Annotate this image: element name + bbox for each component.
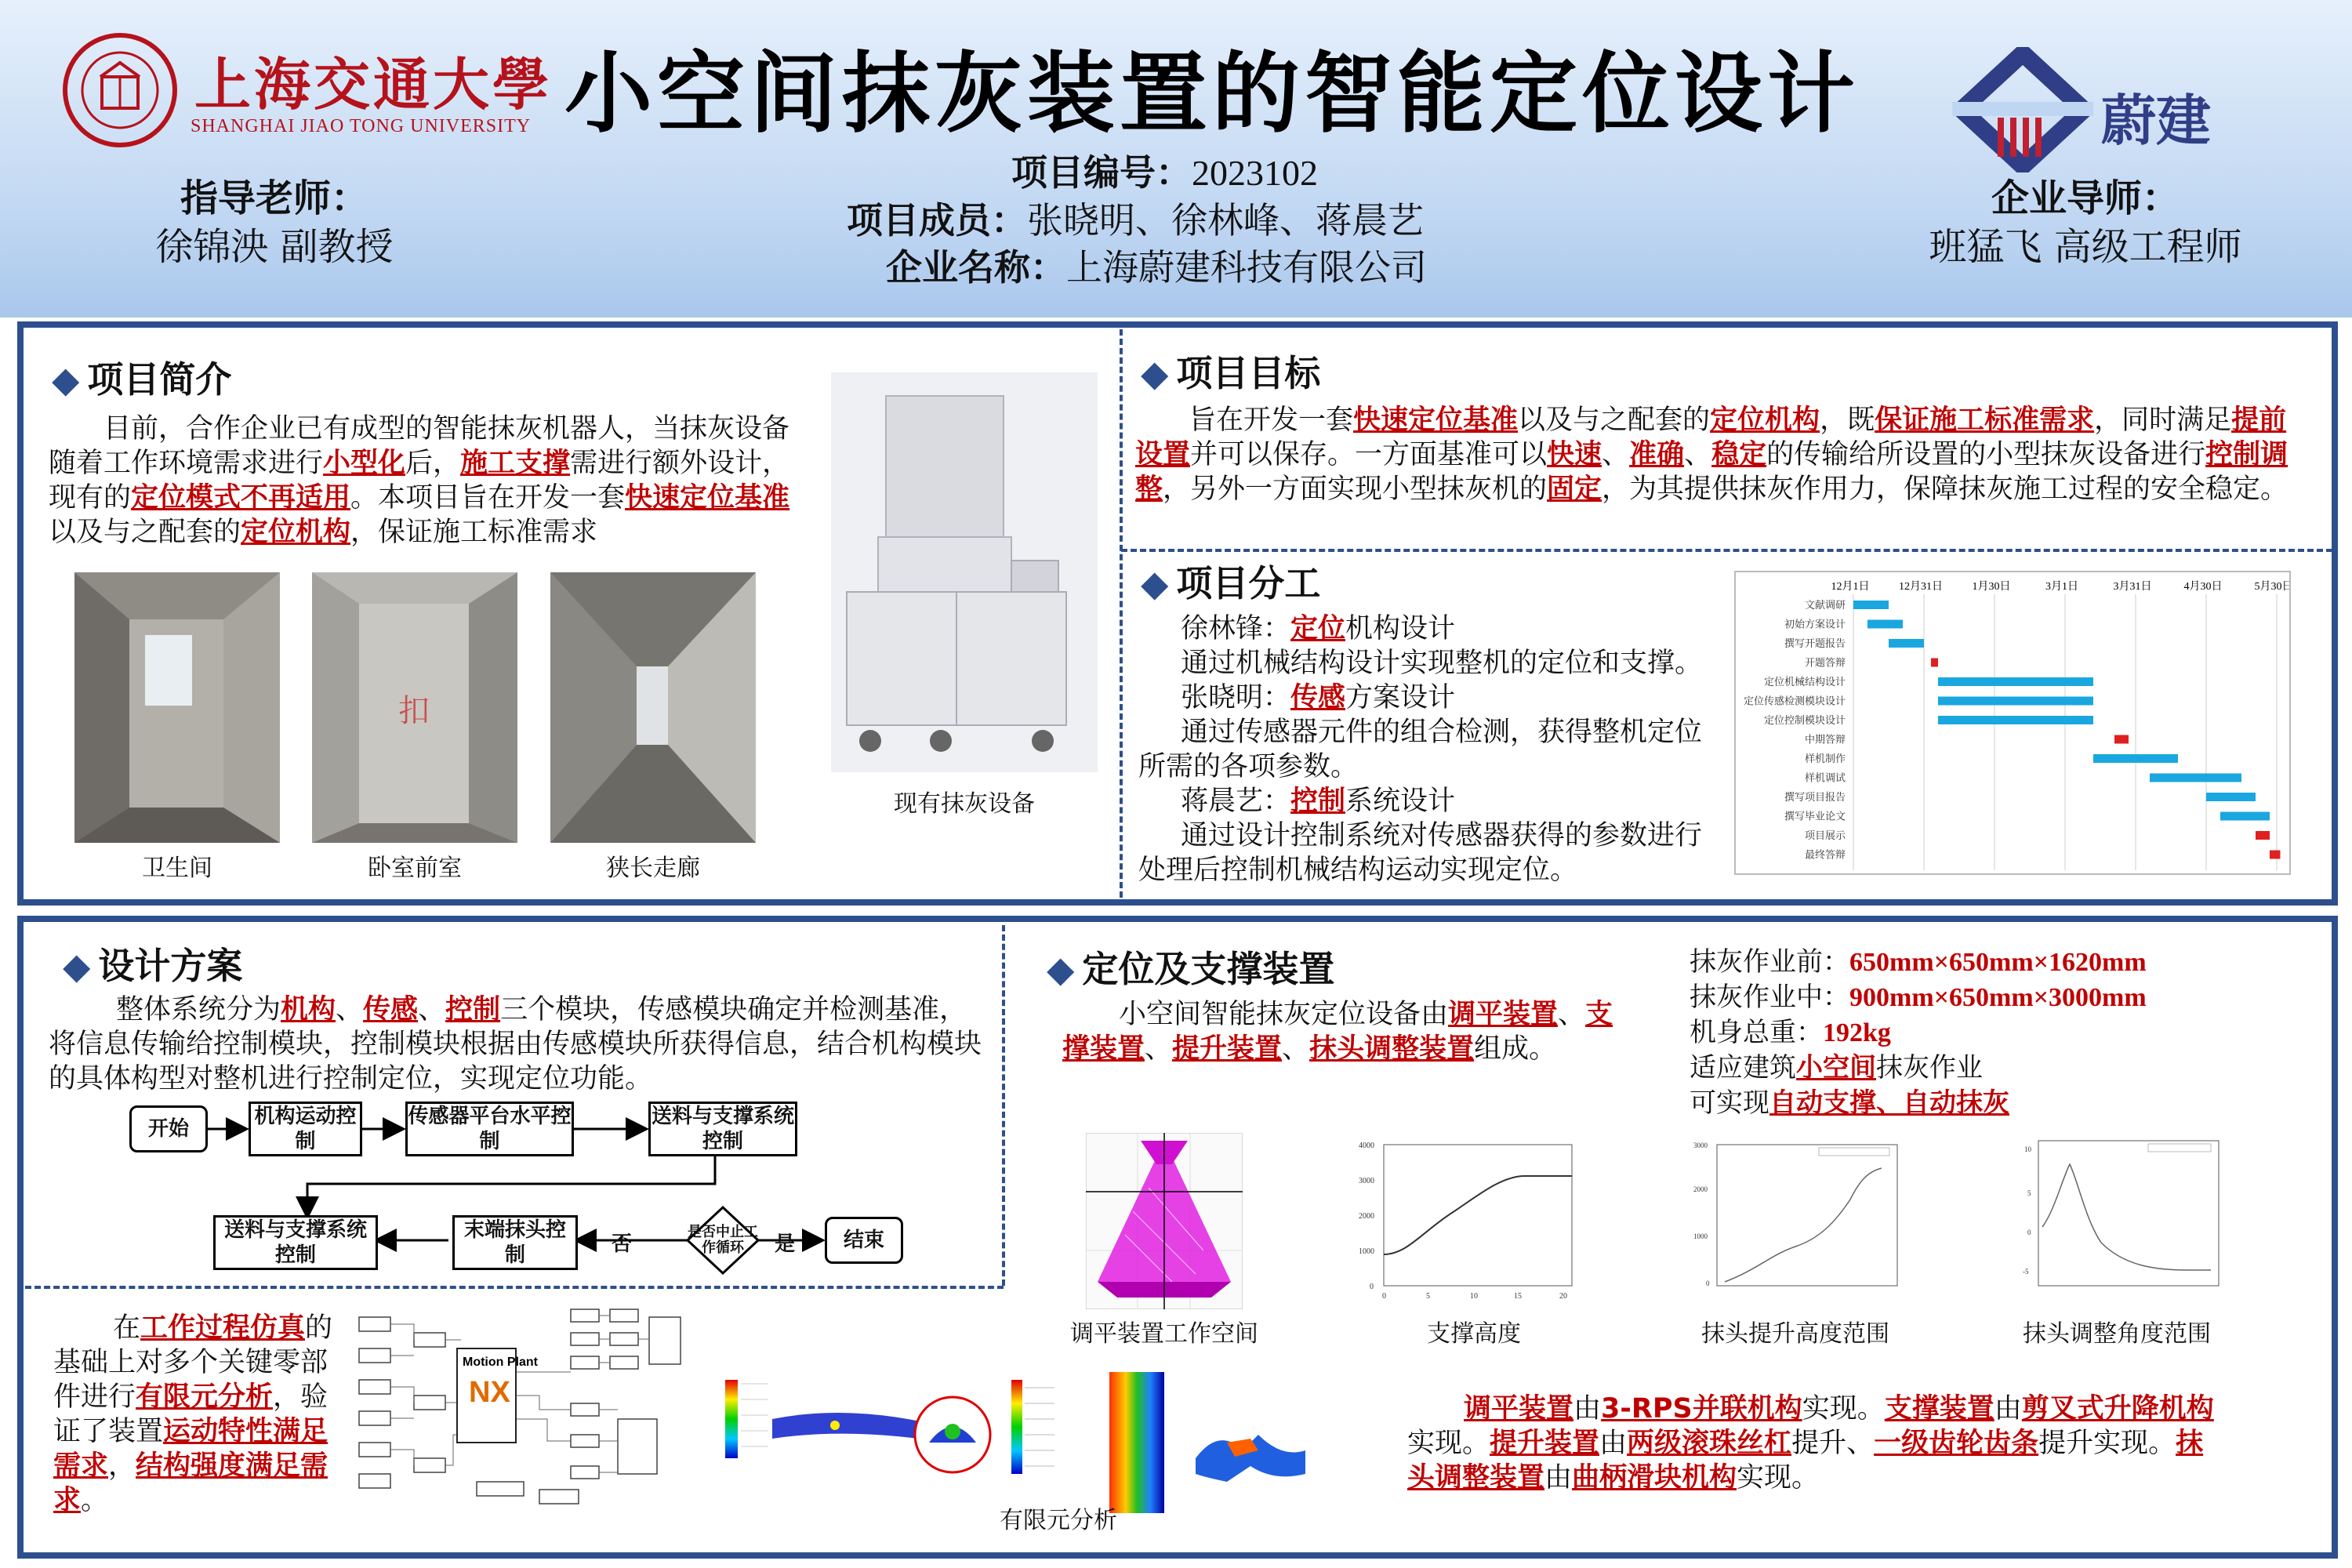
svg-text:2000: 2000	[1693, 1185, 1708, 1193]
fig-caption-head-angle: 抹头调整角度范围	[2023, 1320, 2211, 1348]
division-text	[1138, 612, 1719, 887]
spec-list	[1690, 945, 2147, 1121]
svg-text:20: 20	[1559, 1292, 1567, 1301]
flow-end: 结束	[825, 1217, 903, 1264]
svg-text:1000: 1000	[1693, 1232, 1708, 1240]
goal-text: 旨在开发一套快速定位基准以及与之配套的定位机构，既保证施工标准需求，同时满足提前设置并可以保存。一方面基准可以快速、准确、稳定的传输给所设置的小型抹灰设备进行控制调整，另外一方面实现小型抹灰机的固定，为其提供抹灰作用力，保障抹灰施工过程的安全稳定。	[1135, 405, 2288, 505]
flow-feed-support-1: 送料与支撑系统控制	[648, 1102, 797, 1156]
photo-bathroom	[74, 572, 280, 843]
gantt-task-label: 定位机械结构设计	[1763, 677, 1846, 688]
spec-adapt: 适应建筑小空间抹灰作业	[1690, 1052, 1983, 1083]
gantt-task-label: 中期答辩	[1804, 734, 1846, 746]
gantt-bar	[2150, 774, 2241, 782]
project-number: 2023102	[1192, 153, 1318, 193]
positioning-heading: ◆ 定位及支撑装置	[1047, 948, 1335, 990]
advisor-name: 徐锦泱 副教授	[155, 225, 394, 269]
company-logo-icon	[1952, 47, 2093, 172]
gantt-task-label: 定位传感检测模块设计	[1743, 695, 1846, 708]
positioning-text: 小空间智能抹灰定位设备由调平装置、支撑装置、提升装置、抹头调整装置组成。	[1062, 999, 1613, 1065]
svg-text:扣: 扣	[398, 693, 430, 729]
company-name-line	[847, 244, 1537, 291]
advisor-label: 指导老师：	[180, 176, 368, 220]
svg-text:5: 5	[2027, 1189, 2031, 1197]
svg-text:2000: 2000	[1359, 1212, 1374, 1221]
advisor-block	[141, 174, 408, 271]
existing-machine-image	[831, 372, 1098, 772]
gantt-task-label: 项目展示	[1804, 830, 1846, 842]
gantt-month-label: 5月30日	[2254, 581, 2289, 593]
company-name: 上海蔚建科技有限公司	[1066, 246, 1427, 289]
gantt-task-label: 最终答辩	[1804, 849, 1846, 862]
fea-images	[710, 1364, 1392, 1521]
gantt-month-label: 3月1日	[2045, 581, 2078, 593]
member-1-desc: 通过机械结构设计实现整机的定位和支撑。	[1181, 648, 1703, 679]
divider-top	[1120, 329, 1123, 898]
gantt-task-label: 撰写项目报告	[1784, 792, 1846, 804]
member-1-line: 徐林锋：定位机构设计	[1181, 613, 1456, 644]
mentor-label: 企业导师：	[1991, 176, 2180, 220]
company-logo	[1952, 47, 2250, 172]
gantt-bar	[2270, 851, 2281, 859]
photo-corridor	[550, 572, 756, 843]
photo-caption-bathroom: 卫生间	[142, 855, 212, 882]
design-heading: ◆ 设计方案	[63, 945, 243, 987]
lift-height-fig	[1686, 1137, 1905, 1309]
sjtu-logo	[61, 31, 553, 149]
simulink-diagram	[351, 1301, 696, 1521]
design-text: 整体系统分为机构、传感、控制三个模块，传感模块确定并检测基准，将信息传输给控制模块，控制模块根据由传感模块所获得信息，结合机构模块的具体构型对整机进行控制定位，实现定位功能。	[49, 994, 982, 1094]
gantt-month-label: 1月30日	[1972, 581, 2011, 593]
svg-text:10: 10	[2024, 1145, 2031, 1153]
diamond-icon: ◆	[52, 358, 80, 401]
mentor-name: 班猛飞 高级工程师	[1929, 225, 2242, 269]
flow-no-label: 否	[612, 1232, 633, 1256]
intro-heading: ◆ 项目简介	[52, 358, 232, 401]
gantt-month-label: 4月30日	[2183, 581, 2223, 593]
member-2-line: 张晓明：传感方案设计	[1181, 682, 1456, 713]
motion-plant-label: Motion Plant	[463, 1356, 538, 1369]
gantt-chart	[1734, 571, 2291, 875]
fig-caption-lift-height: 抹头提升高度范围	[1701, 1320, 1889, 1348]
gantt-bar	[1889, 639, 1924, 648]
svg-text:10: 10	[1470, 1292, 1478, 1301]
gantt-bar	[1938, 697, 2093, 706]
spec-auto: 可实现自动支撑、自动抹灰	[1690, 1087, 2009, 1119]
mechanism-summary: 调平装置由3-RPS并联机构实现。支撑装置由剪叉式升降机构实现。提升装置由两级滚珠丝杠提升、一级齿轮齿条提升实现。抹头调整装置由曲柄滑块机构实现。	[1407, 1393, 2214, 1494]
gantt-month-label: 12月31日	[1899, 581, 1943, 593]
company-name-label: 企业名称：	[886, 246, 1066, 289]
flow-yes-label: 是	[775, 1232, 796, 1256]
gantt-task-label: 文献调研	[1804, 600, 1846, 612]
gantt-bar	[1938, 677, 2093, 686]
member-3-line: 蒋晨艺：控制系统设计	[1181, 786, 1456, 817]
gantt-task-label: 样机制作	[1804, 753, 1846, 765]
fig-caption-leveling: 调平装置工作空间	[1070, 1320, 1258, 1348]
divider-bottom	[1002, 925, 1005, 1286]
gantt-bar	[2114, 735, 2129, 744]
gantt-task-label: 初始方案设计	[1784, 619, 1846, 631]
project-members: 张晓明、徐林峰、蒋晨艺	[1027, 199, 1424, 241]
header	[0, 0, 2352, 318]
poster-title: 小空间抹灰装置的智能定位设计	[564, 43, 1860, 145]
gantt-task-label: 开题答辩	[1804, 657, 1846, 670]
mentor-block	[1913, 174, 2258, 271]
simulation-text: 在工作过程仿真的基础上对多个关键零部件进行有限元分析，验证了装置运动特性满足需求，结构强度满足需求。	[53, 1312, 333, 1516]
diamond-icon: ◆	[1141, 562, 1169, 604]
gantt-task-label: 样机调试	[1804, 772, 1846, 785]
gantt-bar	[1867, 620, 1903, 629]
gantt-bar	[2256, 831, 2270, 840]
leveling-workspace-fig	[1086, 1133, 1243, 1309]
gantt-bar	[2206, 793, 2256, 801]
flow-feed-support-2: 送料与支撑系统控制	[213, 1215, 378, 1270]
machine-caption: 现有抹灰设备	[894, 790, 1035, 818]
support-height-fig	[1352, 1137, 1580, 1309]
spec-before: 抹灰作业前：650mm×650mm×1620mm	[1690, 946, 2147, 978]
diamond-icon: ◆	[63, 945, 91, 987]
photo-bedroom-front	[312, 572, 517, 843]
goal-heading: ◆ 项目目标	[1141, 352, 1321, 394]
gantt-svg	[1736, 572, 2289, 873]
gantt-bar	[2220, 812, 2270, 821]
fea-caption: 有限元分析	[1000, 1507, 1117, 1534]
gantt-task-label: 撰写毕业论文	[1784, 811, 1846, 823]
flow-start: 开始	[129, 1105, 208, 1152]
company-logo-text: 蔚建	[2101, 89, 2211, 153]
gantt-task-label: 撰写开题报告	[1784, 638, 1846, 650]
spec-during: 抹灰作业中：900mm×650mm×3000mm	[1690, 982, 2147, 1013]
project-members-label: 项目成员：	[847, 199, 1027, 241]
division-heading: ◆ 项目分工	[1141, 562, 1321, 604]
svg-text:-5: -5	[2023, 1268, 2029, 1276]
diamond-icon: ◆	[1047, 948, 1075, 990]
svg-text:5: 5	[1426, 1292, 1430, 1301]
divider-goal	[1121, 549, 2332, 552]
flow-end-effector: 末端抹头控制	[452, 1215, 578, 1270]
project-number-line	[847, 149, 1537, 197]
gantt-bar	[2093, 754, 2178, 763]
head-angle-fig	[2007, 1133, 2227, 1309]
nx-label: NX	[469, 1376, 510, 1409]
flow-sensor-platform: 传感器平台水平控制	[405, 1102, 574, 1156]
project-number-label: 项目编号：	[1011, 151, 1192, 194]
gantt-month-label: 3月31日	[2113, 581, 2152, 593]
photo-caption-bedroom-front: 卧室前室	[368, 855, 462, 882]
photo-caption-corridor: 狭长走廊	[606, 855, 700, 882]
gantt-bar	[1938, 716, 2093, 724]
member-2-desc: 通过传感器元件的组合检测，获得整机定位所需的各项参数。	[1138, 717, 1703, 782]
gantt-month-label: 12月1日	[1831, 581, 1870, 593]
svg-text:0: 0	[1370, 1283, 1374, 1291]
fig-caption-support-height: 支撑高度	[1427, 1320, 1521, 1348]
svg-text:3000: 3000	[1359, 1177, 1374, 1185]
project-members-line	[847, 197, 1537, 244]
svg-text:0: 0	[1706, 1279, 1710, 1287]
svg-text:15: 15	[1514, 1292, 1522, 1301]
university-name-en: SHANGHAI JIAO TONG UNIVERSITY	[191, 116, 532, 136]
spec-weight: 机身总重：192kg	[1690, 1017, 1891, 1048]
svg-text:1000: 1000	[1359, 1247, 1374, 1256]
svg-text:3000: 3000	[1693, 1142, 1708, 1149]
member-3-desc: 通过设计控制系统对传感器获得的参数进行处理后控制机械结构运动实现定位。	[1138, 820, 1703, 886]
intro-text: 目前，合作企业已有成型的智能抹灰机器人，当抹灰设备随着工作环境需求进行小型化后，施工支撑需进行额外设计，现有的定位模式不再适用。本项目旨在开发一套快速定位基准以及与之配套的定位机构，保证施工标准需求	[49, 413, 790, 548]
diamond-icon: ◆	[1141, 352, 1169, 394]
flow-decision: 是否中止工作循环	[688, 1224, 758, 1256]
flow-mechanism-control: 机构运动控制	[249, 1102, 362, 1156]
svg-text:4000: 4000	[1359, 1142, 1374, 1150]
gantt-bar	[1931, 659, 1938, 667]
university-name-cn: 上海交通大學	[194, 51, 553, 118]
svg-text:0: 0	[1382, 1292, 1386, 1301]
svg-text:0: 0	[2027, 1229, 2031, 1236]
sjtu-seal-icon	[61, 31, 179, 149]
project-info	[847, 149, 1537, 291]
gantt-task-label: 定位控制模块设计	[1763, 715, 1846, 727]
gantt-bar	[1853, 601, 1889, 609]
